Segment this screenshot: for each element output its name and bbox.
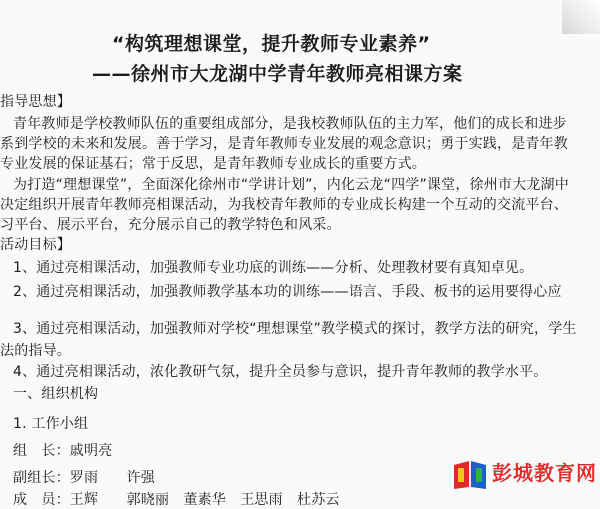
doc-title-line2: ——徐州市大龙湖中学青年教师亮相课方案 [92, 63, 463, 85]
watermark-text: 彭城教育网 [492, 461, 597, 485]
paragraph-line: 决定组织开展青年教师亮相课活动，为我校青年教师的专业成长构建一个互动的交流平台、 [0, 197, 568, 213]
paragraph-line: 专业发展的保证基石；常于反思，是青年教师专业成长的重要方式。 [0, 156, 426, 172]
goal-item-1: 1、通过亮相课活动，加强教师专业功底的训练——分析、处理教材要有真知卓见。 [13, 260, 534, 276]
vice-leader-line: 副组长：罗雨 许强 [13, 470, 155, 486]
members-line: 成 员：王辉 郭晓丽 董素华 王思雨 杜苏云 [13, 492, 340, 508]
leader-line: 组 长：戚明亮 [13, 443, 113, 459]
doc-title-line1: “构筑理想课堂，提升教师专业素养” [112, 33, 431, 55]
goal-item-3: 3、通过亮相课活动，加强教师对学校“理想课堂”教学模式的探讨，教学方法的研究，学生 [13, 321, 577, 337]
section-org: 一、组织机构 [13, 386, 99, 402]
goal-item-4: 4、通过亮相课活动，浓化教研气氛，提升全员参与意识，提升青年教师的教学水平。 [13, 364, 548, 380]
goal-item-3-cont: 法的指导。 [0, 343, 71, 359]
section-heading-guide: 指导思想】 [0, 94, 71, 110]
book-logo-icon [452, 457, 488, 491]
work-group: 1. 工作小组 [13, 416, 89, 432]
goal-item-2: 2、通过亮相课活动，加强教师教学基本功的训练——语言、手段、板书的运用要得心应 [13, 284, 562, 300]
paragraph-line: 系到学校的未来和发展。善于学习，是青年教师专业发展的观念意识；勇于实践，是青年教 [0, 136, 568, 152]
paragraph-line: 青年教师是学校教师队伍的重要组成部分，是我校教师队伍的主力军，他们的成长和进步 [13, 116, 567, 132]
watermark-logo [452, 455, 600, 496]
paragraph-line: 习平台、展示平台，充分展示自己的教学特色和风采。 [0, 217, 341, 233]
page-corner-fold [562, 0, 600, 34]
paragraph-line: 为打造“理想课堂”，全面深化徐州市“学讲计划”，内化云龙“四学”课堂，徐州市大龙湖中 [13, 177, 569, 193]
section-heading-goal: 活动目标】 [0, 237, 71, 253]
